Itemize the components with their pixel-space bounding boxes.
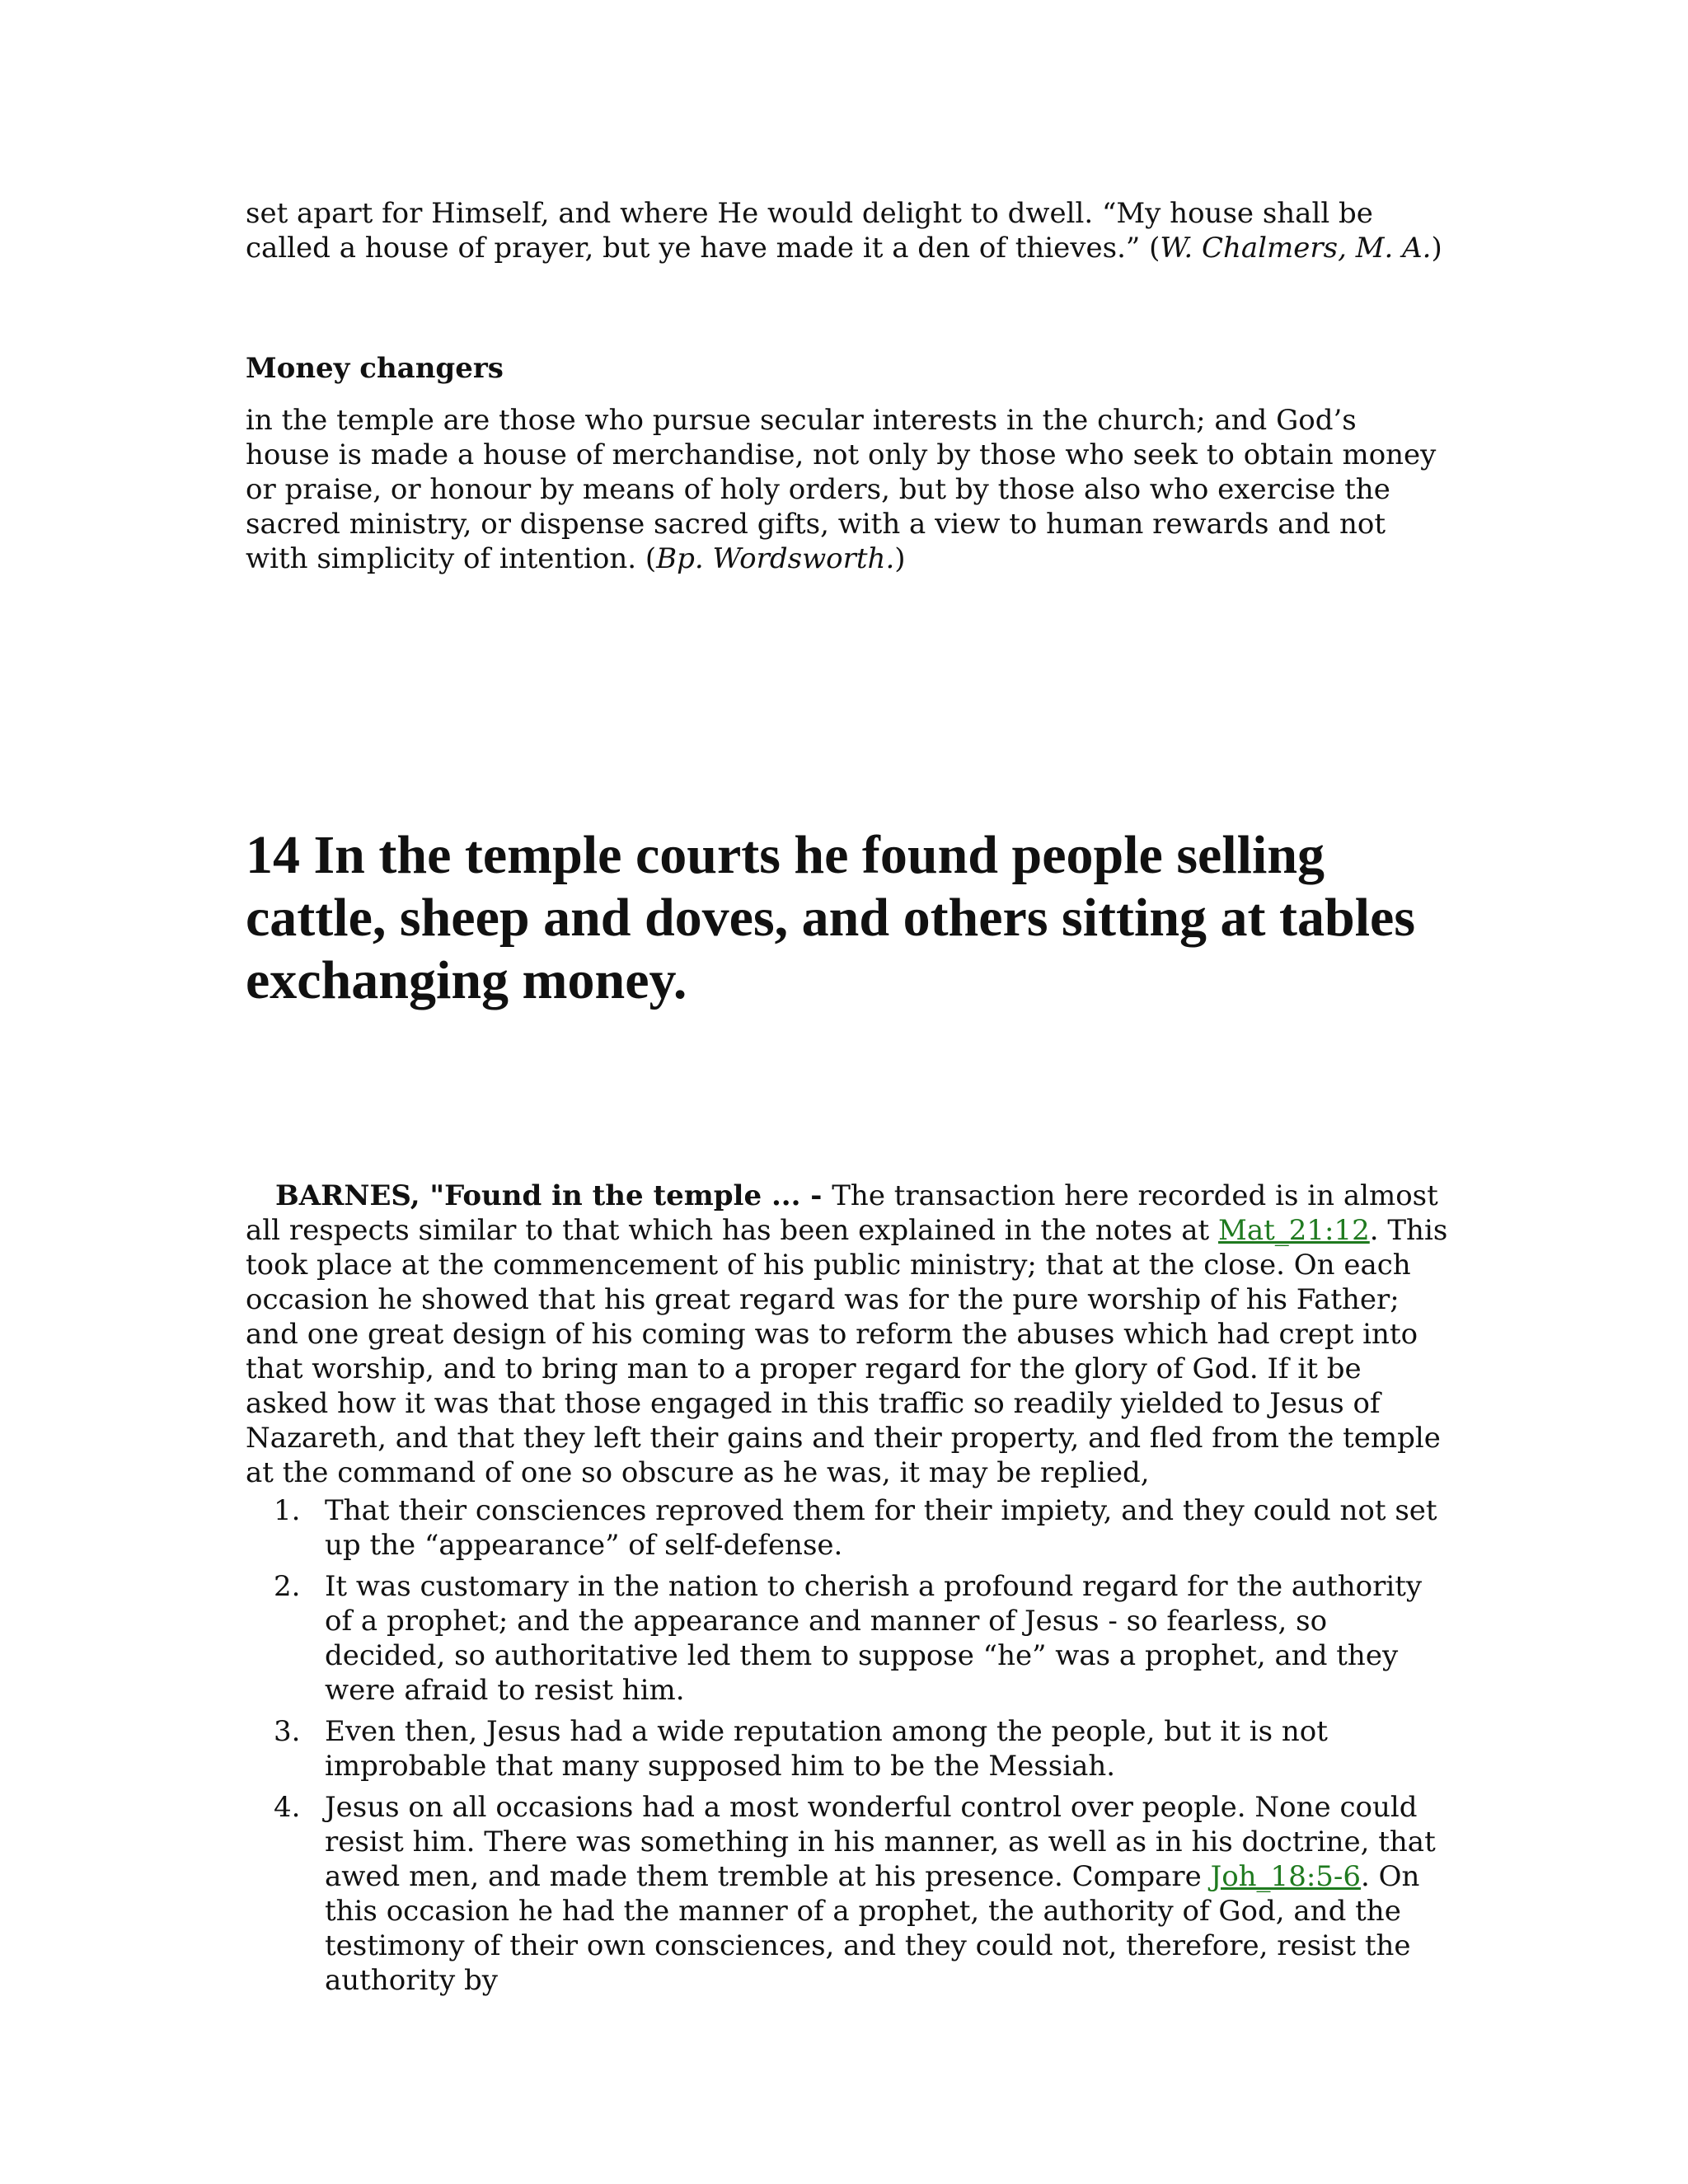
list-item [246, 1790, 1449, 1998]
scripture-link-joh-18-5-6[interactable]: Joh_18:5-6 [1210, 1860, 1362, 1893]
list-item-text: That their consciences reproved them for their impiety, and they could not set up the “appearance” of self-defense. [325, 1494, 1437, 1562]
list-item [246, 1569, 1449, 1708]
barnes-text-1: The transaction here recorded is in almost all respects similar to that which has been explained in the notes at [246, 1179, 1438, 1247]
list-item [246, 1493, 1449, 1563]
list-item-number: 1. [274, 1494, 301, 1527]
barnes-lead: BARNES, "Found in the temple ... - [275, 1179, 832, 1212]
list-item-number: 3. [274, 1715, 301, 1748]
list-item-text: It was customary in the nation to cherish a profound regard for the authority of a prophet; and the appearance and manner of Jesus - so fearless, so decided, so authoritative led them to suppose “he” was a prophet, and they were afraid to resist him. [325, 1570, 1423, 1707]
scripture-link-mat-21-12[interactable]: Mat_21:12 [1218, 1214, 1370, 1247]
list-item-text-2: . On this occasion he had the manner of a prophet, the authority of God, and the testimony of their own consciences, and they could not, therefore, resist the authority by [325, 1860, 1420, 1997]
barnes-commentary-paragraph [246, 1179, 1449, 1490]
money-paragraph-text: in the temple are those who pursue secular interests in the church; and God’s house is made a house of merchandise, not only by those who seek to obtain money or praise, or honour by means of holy orders, but by those also who exercise the sacred ministry, or dispense sacred gifts, with a view to human rewards and not with simplicity of intention. ( [246, 404, 1437, 575]
top-paragraph-close: ) [1431, 232, 1442, 265]
reasons-list [246, 1493, 1449, 2004]
list-item-text: Even then, Jesus had a wide reputation among the people, but it is not improbable that many supposed him to be the Messiah. [325, 1715, 1328, 1783]
money-paragraph-citation: Bp. Wordsworth. [656, 542, 895, 575]
money-changers-heading: Money changers [246, 352, 504, 385]
list-item-number: 4. [274, 1791, 301, 1824]
money-paragraph-close: ) [894, 542, 906, 575]
list-item-number: 2. [274, 1570, 301, 1603]
barnes-text-2: . This took place at the commencement of his public ministry; that at the close. On each occasion he showed that his great regard was for the pure worship of his Father; and one great design of his coming was to reform the abuses which had crept into that worship, and to bring man to a proper regard for the glory of God. If it be asked how it was that those engaged in this traffic so readily yielded to Jesus of Nazareth, and that they left their gains and their property, and fled from the temple at the command of one so obscure as he was, it may be replied, [246, 1214, 1448, 1489]
list-item [246, 1714, 1449, 1783]
list-item-text-1: Jesus on all occasions had a most wonderful control over people. None could resist him. There was something in his manner, as well as in his doctrine, that awed men, and made them tremble at his presence. Compare [325, 1791, 1436, 1893]
top-paragraph [246, 196, 1449, 265]
money-changers-paragraph [246, 403, 1449, 576]
top-paragraph-citation: W. Chalmers, M. A. [1160, 232, 1432, 265]
verse-heading: 14 In the temple courts he found people selling cattle, sheep and doves, and others sitting at tables exchanging money. [246, 825, 1416, 1010]
top-paragraph-text: set apart for Himself, and where He would delight to dwell. “My house shall be called a house of prayer, but ye have made it a den of thieves.” ( [246, 197, 1373, 265]
